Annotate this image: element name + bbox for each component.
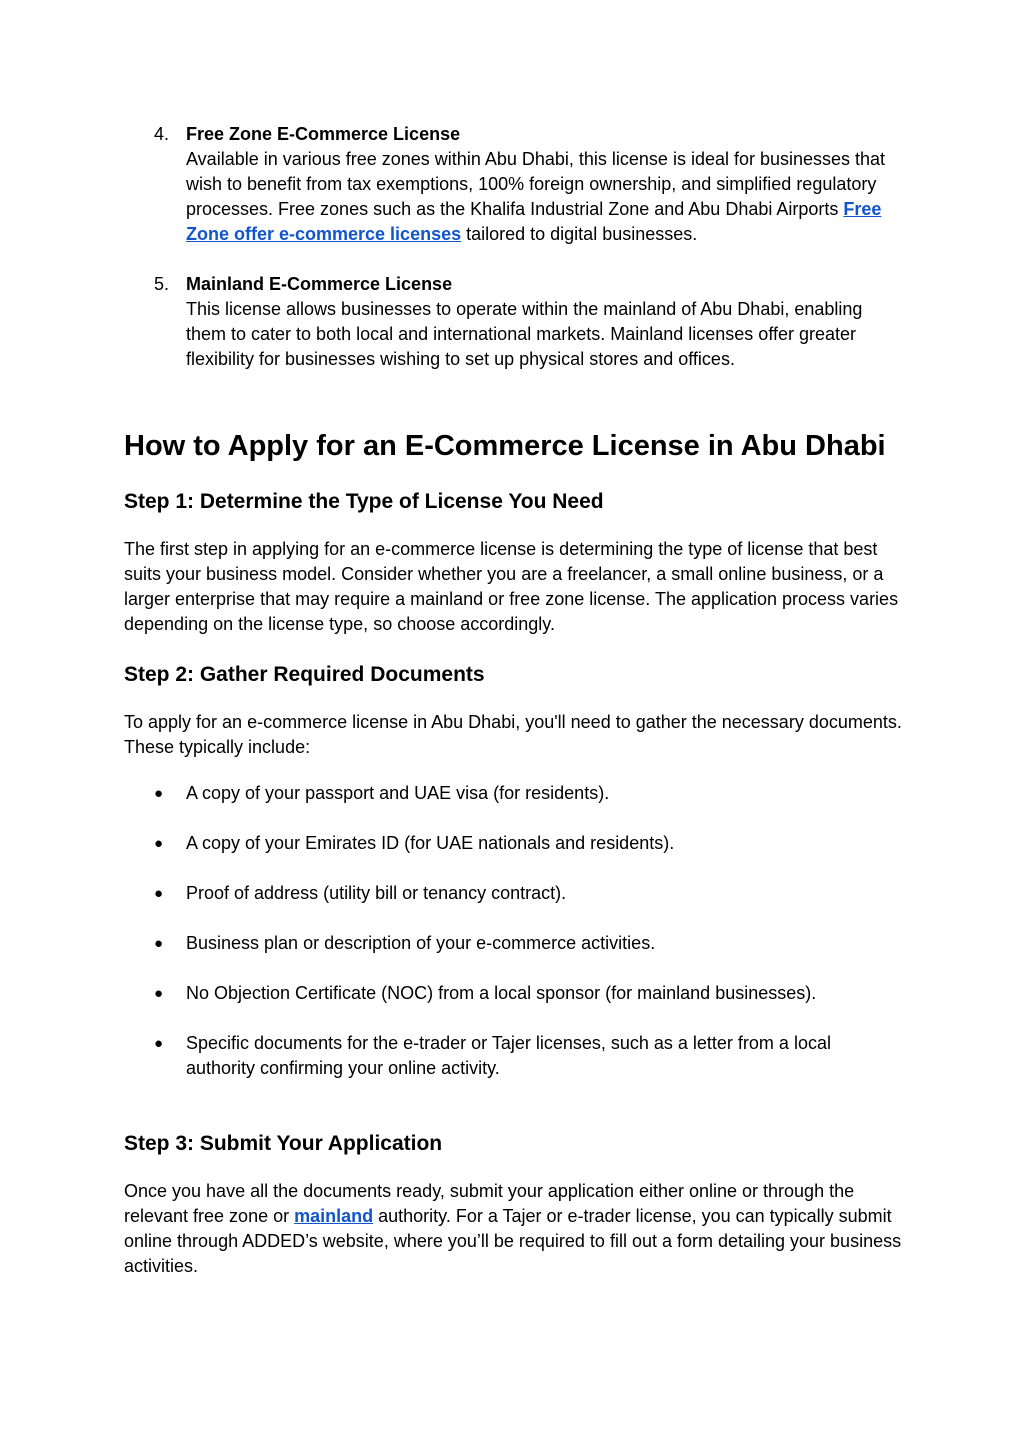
step2-paragraph: To apply for an e-commerce license in Abu Dhabi, you'll need to gather the necessary documents. These typically include: xyxy=(124,712,902,757)
step1-heading: Step 1: Determine the Type of License You Need xyxy=(124,490,604,513)
main-heading: How to Apply for an E-Commerce License in Abu Dhabi xyxy=(124,430,886,462)
step3-heading: Step 3: Submit Your Application xyxy=(124,1132,443,1155)
list-item: ● A copy of your passport and UAE visa (for residents). xyxy=(124,781,904,806)
step3-paragraph: Once you have all the documents ready, submit your application either online or through the relevant free zone or mainland authority. For a Tajer or e-trader license, you can typically submit online through ADDED’s website, where you’ll be required to fill out a form detailing your business activities. xyxy=(124,1181,902,1276)
list-item-free-zone-license xyxy=(124,122,904,247)
bullet-icon: ● xyxy=(154,985,164,1002)
bullet-icon: ● xyxy=(154,885,164,902)
mainland-link[interactable]: mainland xyxy=(294,1206,374,1226)
list-marker: 5. xyxy=(154,274,170,294)
list-item-mainland-license xyxy=(124,272,904,372)
bullet-icon: ● xyxy=(154,935,164,952)
bullet-icon: ● xyxy=(154,1035,164,1052)
list-marker: 4. xyxy=(154,124,170,144)
list-item: ● No Objection Certificate (NOC) from a local sponsor (for mainland businesses). xyxy=(124,981,904,1006)
license-description: Available in various free zones within Abu Dhabi, this license is ideal for businesses that wish to benefit from tax exemptions, 100% foreign ownership, and simplified regulatory processes. Free zones such as the Khalifa Industrial Zone and Abu Dhabi Airports Free Zone offer e-commerce licenses tailored to digital businesses. xyxy=(186,149,886,244)
bullet-icon: ● xyxy=(154,835,164,852)
license-title: Mainland E-Commerce License xyxy=(186,274,453,294)
license-title: Free Zone E-Commerce License xyxy=(186,124,461,144)
list-item: ● Proof of address (utility bill or tenancy contract). xyxy=(124,881,904,906)
step1-paragraph: The first step in applying for an e-commerce license is determining the type of license that best suits your business model. Consider whether you are a freelancer, a small online business, or a larger enterprise that may require a mainland or free zone license. The application process varies depending on the license type, so choose accordingly. xyxy=(124,539,899,634)
bullet-icon: ● xyxy=(154,785,164,802)
list-item: ● Business plan or description of your e-commerce activities. xyxy=(124,931,904,956)
step2-heading: Step 2: Gather Required Documents xyxy=(124,663,485,686)
free-zone-link[interactable]: Free Zone offer e-commerce licenses xyxy=(186,199,882,244)
document-page xyxy=(124,122,904,1279)
list-item: ● A copy of your Emirates ID (for UAE nationals and residents). xyxy=(124,831,904,856)
license-description: This license allows businesses to operate within the mainland of Abu Dhabi, enabling them to cater to both local and international markets. Mainland licenses offer greater flexibility for businesses wishing to set up physical stores and offices. xyxy=(186,299,863,369)
list-item: ● Specific documents for the e-trader or Tajer licenses, such as a letter from a local authority confirming your online activity. xyxy=(154,1033,831,1078)
required-documents-list xyxy=(124,781,904,1081)
